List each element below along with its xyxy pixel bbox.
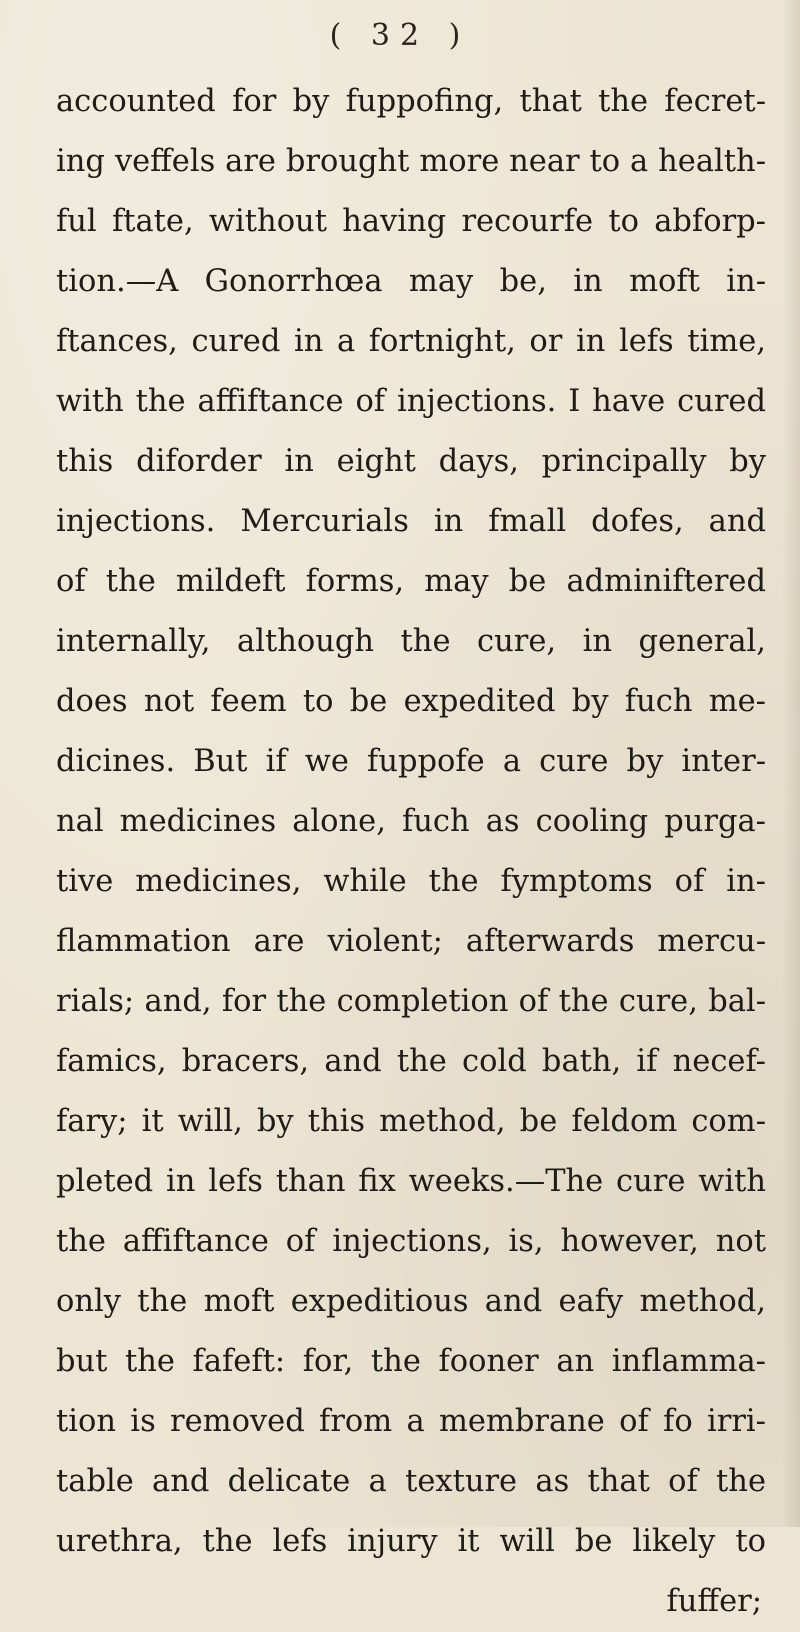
text-line: ful ftate, without having recourfe to abforp-: [56, 204, 766, 239]
catchword: fuffer;: [666, 1584, 762, 1619]
text-line: with the affiftance of injections. I have cured: [56, 384, 766, 419]
text-line: table and delicate a texture as that of the: [56, 1464, 766, 1499]
text-line: the affiftance of injections, is, however, not: [56, 1224, 766, 1259]
text-line: accounted for by fuppofing, that the fecret-: [56, 84, 766, 119]
text-line: rials; and, for the completion of the cure, bal-: [56, 984, 766, 1019]
text-line: flammation are violent; afterwards mercu-: [56, 924, 766, 959]
text-line: famics, bracers, and the cold bath, if necef-: [56, 1044, 766, 1079]
text-line: tion.—A Gonorrhœa may be, in moft in-: [56, 264, 766, 299]
text-line: fary; it will, by this method, be feldom com-: [56, 1104, 766, 1139]
page-edge-shadow: [782, 0, 800, 1527]
page-number: ( 32 ): [329, 18, 471, 53]
text-line: pleted in lefs than fix weeks.—The cure with: [56, 1164, 766, 1199]
body-text: [56, 72, 766, 1632]
text-line: ftances, cured in a fortnight, or in lefs time,: [56, 324, 766, 359]
text-line: this diforder in eight days, principally by: [56, 444, 766, 479]
text-line: tive medicines, while the fymptoms of in-: [56, 864, 766, 899]
text-line: but the fafeft: for, the fooner an inflamma-: [56, 1344, 766, 1379]
text-line: internally, although the cure, in general,: [56, 624, 766, 659]
text-line: nal medicines alone, fuch as cooling purga-: [56, 804, 766, 839]
text-line: of the mildeft forms, may be adminiftered: [56, 564, 766, 599]
text-line: ing veffels are brought more near to a health-: [56, 144, 766, 179]
text-line: dicines. But if we fuppofe a cure by inter-: [56, 744, 766, 779]
text-line: urethra, the lefs injury it will be likely to: [56, 1524, 766, 1559]
text-line: tion is removed from a membrane of fo irri-: [56, 1404, 766, 1439]
text-line: injections. Mercurials in fmall dofes, and: [56, 504, 766, 539]
text-line: does not feem to be expedited by fuch me-: [56, 684, 766, 719]
text-line: only the moft expeditious and eafy method,: [56, 1284, 766, 1319]
